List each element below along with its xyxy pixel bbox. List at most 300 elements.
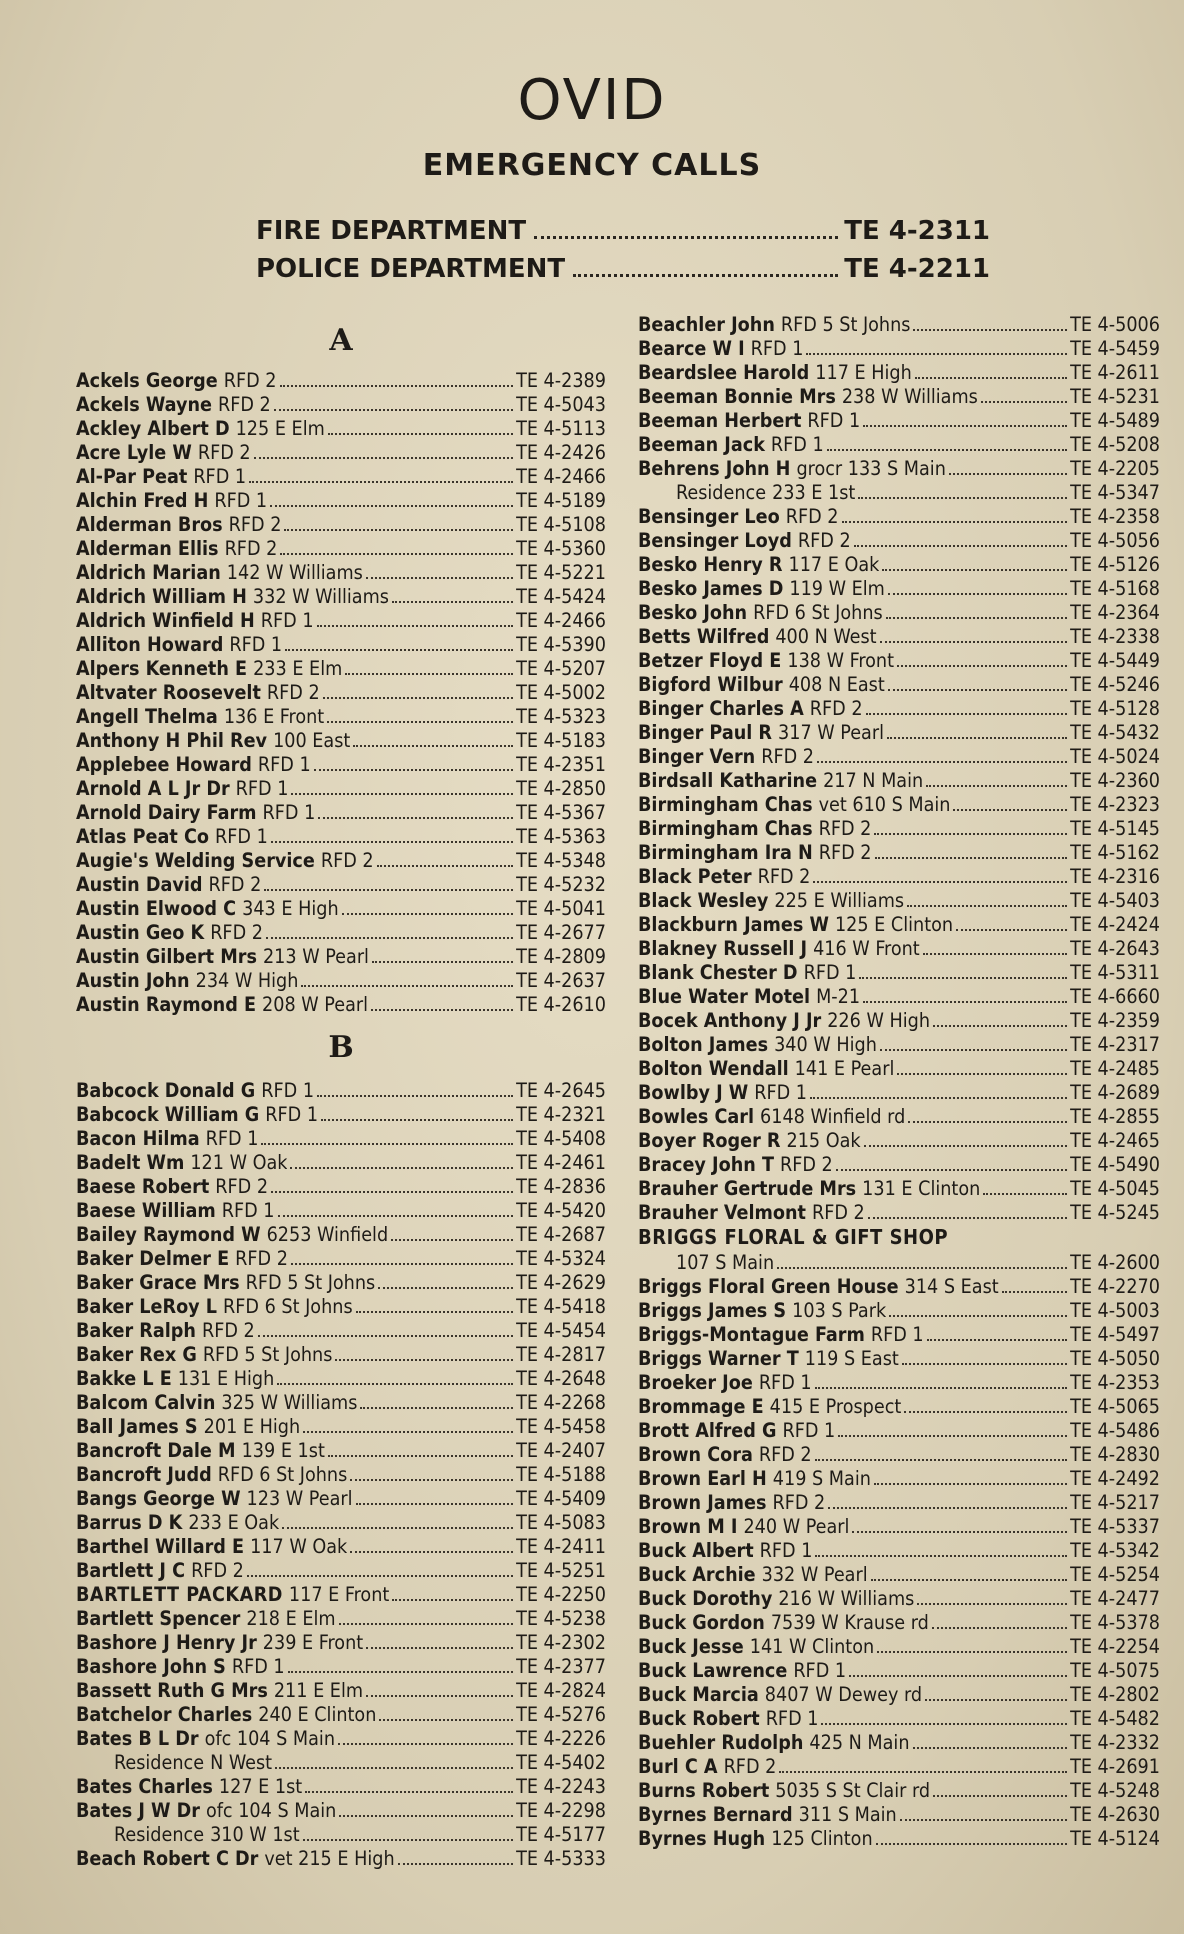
listing-entry <box>638 1539 1160 1563</box>
entry-address: 233 E 1st <box>772 481 856 504</box>
entry-address: 217 N Main <box>823 769 924 792</box>
entry-phone: TE 4-2377 <box>516 1655 606 1678</box>
entry-name: Bowles Carl <box>638 1105 755 1128</box>
listing-entry <box>76 1223 606 1247</box>
leader-dots <box>317 1095 513 1097</box>
entry-name: Beach Robert C Dr <box>76 1847 259 1870</box>
entry-phone: TE 4-2477 <box>1070 1587 1160 1610</box>
entry-phone: TE 4-5045 <box>1070 1177 1160 1200</box>
leader-dots <box>258 1335 513 1337</box>
entry-name: Austin Elwood C <box>76 897 237 920</box>
entry-name: Beeman Jack <box>638 433 765 456</box>
entry-address: ofc 104 S Main <box>204 1727 335 1750</box>
entry-phone: TE 4-5083 <box>516 1511 606 1534</box>
listing-entry <box>76 945 606 969</box>
entry-name: Brommage E <box>638 1395 764 1418</box>
leader-dots <box>871 1579 1067 1581</box>
entry-address: 142 W Williams <box>226 561 363 584</box>
entry-address: RFD 2 <box>779 1153 833 1176</box>
entry-name: Aldrich William H <box>76 585 247 608</box>
leader-dots <box>849 1675 1067 1677</box>
entry-phone: TE 4-5251 <box>516 1559 606 1582</box>
listing-entry <box>76 849 606 873</box>
entry-phone: TE 4-2830 <box>1070 1443 1160 1466</box>
left-column <box>76 325 606 1871</box>
listing-entry <box>76 1415 606 1439</box>
entry-name: Baker Delmer E <box>76 1247 230 1270</box>
listing-entry <box>76 873 606 897</box>
entry-phone: TE 4-5188 <box>516 1463 606 1486</box>
entry-name: Bartlett J C <box>76 1559 186 1582</box>
listing-entry <box>76 1295 606 1319</box>
leader-dots <box>915 377 1067 379</box>
entry-address: RFD 1 <box>221 1199 275 1222</box>
entry-name: Blakney Russell J <box>638 937 808 960</box>
leader-dots <box>897 1073 1067 1075</box>
listing-entry <box>76 729 606 753</box>
entry-address: 139 E 1st <box>241 1439 325 1462</box>
entry-name: Brown Cora <box>638 1443 753 1466</box>
entry-phone: TE 4-5490 <box>1070 1153 1160 1176</box>
listing-entry <box>76 1127 606 1151</box>
entry-phone: TE 4-2630 <box>1070 1803 1160 1826</box>
entry-phone: TE 4-2691 <box>1070 1755 1160 1778</box>
entry-address: 425 N Main <box>809 1731 910 1754</box>
leader-dots <box>866 713 1068 715</box>
entry-address: RFD 1 <box>205 1127 259 1150</box>
entry-name: Bashore J Henry Jr <box>76 1631 257 1654</box>
entry-phone: TE 4-5041 <box>516 897 606 920</box>
entry-name: Bracey John T <box>638 1153 774 1176</box>
entry-address: RFD 2 <box>266 681 320 704</box>
leader-dots <box>887 737 1067 739</box>
entry-address: 234 W High <box>195 969 299 992</box>
listing-entry <box>76 585 606 609</box>
entry-address: RFD 1 <box>754 1081 808 1104</box>
entry-address: 6253 Winfield <box>266 1223 389 1246</box>
entry-address: RFD 2 <box>217 393 271 416</box>
listing-entry <box>76 1583 606 1607</box>
leader-dots <box>888 593 1067 595</box>
entry-name: Barthel Willard E <box>76 1535 245 1558</box>
entry-name: Residence <box>676 481 767 504</box>
entry-address: RFD 1 <box>782 1419 836 1442</box>
entry-address: 226 W High <box>827 1009 931 1032</box>
entry-name: Baker Grace Mrs <box>76 1271 240 1294</box>
listing-entry <box>638 625 1160 649</box>
entry-name: Barrus D K <box>76 1511 183 1534</box>
entry-name: Besko James D <box>638 577 784 600</box>
leader-dots <box>886 617 1067 619</box>
listing-entry <box>638 1443 1160 1467</box>
entry-phone: TE 4-5459 <box>1070 337 1160 360</box>
entry-phone: TE 4-2364 <box>1070 601 1160 624</box>
entry-name: Blackburn James W <box>638 913 829 936</box>
leader-dots <box>379 1719 513 1721</box>
entry-name: Atlas Peat Co <box>76 825 210 848</box>
entry-address: 131 E High <box>177 1367 275 1390</box>
leader-dots <box>864 1145 1067 1147</box>
entry-address: RFD 5 St Johns <box>202 1343 333 1366</box>
entry-name: Alpers Kenneth E <box>76 657 248 680</box>
entry-name: Bancroft Dale M <box>76 1439 236 1462</box>
entry-name: Besko John <box>638 601 748 624</box>
emergency-heading: EMERGENCY CALLS <box>422 148 762 183</box>
entry-name: Bartlett Spencer <box>76 1607 241 1630</box>
leader-dots <box>897 665 1067 667</box>
leader-dots <box>328 433 513 435</box>
entry-phone: TE 4-5006 <box>1070 313 1160 336</box>
listing-entry <box>638 481 1160 505</box>
entry-address: RFD 2 <box>811 1201 865 1224</box>
entry-name: Altvater Roosevelt <box>76 681 261 704</box>
listing-entry <box>638 337 1160 361</box>
entry-name: Beachler John <box>638 313 775 336</box>
leader-dots <box>392 1599 513 1601</box>
entry-address: RFD 1 <box>257 753 311 776</box>
entry-address: 125 Clinton <box>771 1827 873 1850</box>
leader-dots <box>904 1411 1067 1413</box>
entry-address: RFD 1 <box>231 1655 285 1678</box>
leader-dots <box>247 1575 513 1577</box>
listing-entry <box>638 1491 1160 1515</box>
leader-dots <box>815 1555 1067 1557</box>
entry-address: RFD 2 <box>223 369 277 392</box>
entry-name: Birmingham Chas <box>638 793 813 816</box>
leader-dots <box>328 1455 513 1457</box>
entry-name: Bearce W I <box>638 337 745 360</box>
entry-name: Black Peter <box>638 865 752 888</box>
entry-address: RFD 1 <box>265 1103 319 1126</box>
leader-dots <box>371 1009 513 1011</box>
leader-dots <box>534 236 838 239</box>
entry-phone: TE 4-2855 <box>1070 1105 1160 1128</box>
entry-name: Brown M I <box>638 1515 738 1538</box>
leader-dots <box>806 353 1067 355</box>
leader-dots <box>836 1169 1067 1171</box>
listing-entry <box>638 1803 1160 1827</box>
entry-phone: TE 4-2268 <box>516 1391 606 1414</box>
listing-entry <box>638 1201 1160 1225</box>
leader-dots <box>339 1623 514 1625</box>
entry-phone: TE 4-5245 <box>1070 1201 1160 1224</box>
entry-name: Broeker Joe <box>638 1371 753 1394</box>
entry-name: Bensinger Leo <box>638 505 780 528</box>
entry-name: Boyer Roger R <box>638 1129 781 1152</box>
entry-address: RFD 2 <box>785 505 839 528</box>
listing-entry <box>638 793 1160 817</box>
leader-dots <box>877 1651 1067 1653</box>
entry-name: Buck Jesse <box>638 1635 744 1658</box>
entry-name: Buck Robert <box>638 1707 760 1730</box>
entry-name: Austin John <box>76 969 190 992</box>
leader-dots <box>264 889 513 891</box>
leader-dots <box>983 1193 1067 1195</box>
entry-name: Batchelor Charles <box>76 1703 253 1726</box>
entry-address: RFD 1 <box>215 825 268 848</box>
entry-phone: TE 4-6660 <box>1070 985 1160 1008</box>
leader-dots <box>285 649 513 651</box>
entry-address: 240 E Clinton <box>258 1703 377 1726</box>
entry-name: Binger Charles A <box>638 697 804 720</box>
entry-name: Black Wesley <box>638 889 769 912</box>
entry-name: Beeman Herbert <box>638 409 802 432</box>
entry-phone: TE 4-5482 <box>1070 1707 1160 1730</box>
listing-entry <box>76 1151 606 1175</box>
listing-entry <box>76 969 606 993</box>
entry-address: 310 W 1st <box>210 1823 300 1846</box>
entry-phone: TE 4-5183 <box>516 729 606 752</box>
entry-phone: TE 4-5347 <box>1070 481 1160 504</box>
entry-name: Babcock Donald G <box>76 1079 256 1102</box>
entry-address: RFD 2 <box>772 1491 826 1514</box>
leader-dots <box>249 481 513 483</box>
listing-entry <box>638 841 1160 865</box>
leader-dots <box>852 1531 1067 1533</box>
entry-address: N West <box>210 1751 273 1774</box>
entry-phone: TE 4-2316 <box>1070 865 1160 888</box>
leader-dots <box>932 1627 1067 1629</box>
entry-address: 332 W Pearl <box>761 1563 868 1586</box>
entry-address: 141 E Pearl <box>794 1057 895 1080</box>
entry-phone: TE 4-5238 <box>516 1607 606 1630</box>
entry-address: 5035 S St Clair rd <box>775 1779 931 1802</box>
listing-entry <box>638 1105 1160 1129</box>
entry-address: 117 W Oak <box>250 1535 348 1558</box>
entry-name: Austin David <box>76 873 203 896</box>
entry-address: 419 S Main <box>772 1467 871 1490</box>
leader-dots <box>827 449 1067 451</box>
entry-phone: TE 4-5075 <box>1070 1659 1160 1682</box>
entry-name: BARTLETT PACKARD <box>76 1583 283 1606</box>
leader-dots <box>923 953 1067 955</box>
entry-address: RFD 2 <box>809 697 863 720</box>
leader-dots <box>378 1287 513 1289</box>
leader-dots <box>284 529 513 531</box>
entry-name: Ackels Wayne <box>76 393 212 416</box>
entry-phone: TE 4-5043 <box>516 393 606 416</box>
entry-address: 117 E High <box>815 361 912 384</box>
entry-phone: TE 4-2677 <box>516 921 606 944</box>
entry-address: RFD 1 <box>765 1707 819 1730</box>
entry-phone: TE 4-5113 <box>516 417 606 440</box>
listing-entry <box>76 489 606 513</box>
entry-name: Bakke L E <box>76 1367 172 1390</box>
entry-address: RFD 6 St Johns <box>217 1463 348 1486</box>
entry-name: Baese Robert <box>76 1175 210 1198</box>
entry-name: Austin Geo K <box>76 921 205 944</box>
listing-entry <box>638 385 1160 409</box>
listing-entry <box>638 817 1160 841</box>
leader-dots <box>301 985 513 987</box>
listing-entry <box>638 1225 1160 1251</box>
leader-dots <box>981 401 1067 403</box>
leader-dots <box>350 1479 513 1481</box>
leader-dots <box>277 1383 513 1385</box>
entry-name: Briggs James S <box>638 1299 787 1322</box>
entry-address: 233 E Oak <box>188 1511 280 1534</box>
leader-dots <box>925 1699 1067 1701</box>
listing-entry <box>76 1559 606 1583</box>
listing-entry <box>76 633 606 657</box>
entry-address: RFD 1 <box>261 1079 315 1102</box>
entry-name: Buck Marcia <box>638 1683 759 1706</box>
listing-entry <box>638 1707 1160 1731</box>
listing-entry <box>76 1535 606 1559</box>
entry-phone: TE 4-5333 <box>516 1847 606 1870</box>
listing-entry <box>76 465 606 489</box>
listing-entry <box>638 1033 1160 1057</box>
entry-address: RFD 2 <box>228 513 282 536</box>
entry-name: Bowlby J W <box>638 1081 749 1104</box>
listing-entry <box>638 889 1160 913</box>
listing-entry <box>638 1009 1160 1033</box>
entry-address: 408 N East <box>788 673 885 696</box>
entry-address: 311 S Main <box>798 1803 897 1826</box>
entry-phone: TE 4-5162 <box>1070 841 1160 864</box>
entry-address: 8407 W Dewey rd <box>764 1683 923 1706</box>
entry-address: RFD 2 <box>197 441 251 464</box>
leader-dots <box>360 1407 513 1409</box>
entry-name: Acre Lyle W <box>76 441 192 464</box>
leader-dots <box>880 641 1067 643</box>
entry-phone: TE 4-5276 <box>516 1703 606 1726</box>
entry-address: RFD 2 <box>201 1319 255 1342</box>
entry-phone: TE 4-5323 <box>516 705 606 728</box>
entry-phone: TE 4-5002 <box>516 681 606 704</box>
entry-name: Byrnes Hugh <box>638 1827 766 1850</box>
entry-address: vet 215 E High <box>264 1847 395 1870</box>
listing-entry <box>76 1679 606 1703</box>
section-letter-a: A <box>329 323 353 358</box>
listing-entry <box>638 313 1160 337</box>
leader-dots <box>828 1507 1067 1509</box>
entry-phone: TE 4-2338 <box>1070 625 1160 648</box>
leader-dots <box>290 1167 513 1169</box>
leader-dots <box>291 793 513 795</box>
entry-address: 136 E Front <box>223 705 325 728</box>
entry-address: RFD 1 <box>193 465 247 488</box>
entry-address: 216 W Williams <box>778 1587 915 1610</box>
entry-phone: TE 4-5390 <box>516 633 606 656</box>
entry-name: Briggs Floral Green House <box>638 1275 899 1298</box>
entry-name: Aldrich Winfield H <box>76 609 255 632</box>
listing-entry <box>638 985 1160 1009</box>
listing-entry <box>76 1463 606 1487</box>
entry-name: Bates B L Dr <box>76 1727 199 1750</box>
leader-dots <box>342 913 513 915</box>
leader-dots <box>573 274 838 277</box>
listing-entry <box>638 1251 1160 1275</box>
listing-entry <box>638 1419 1160 1443</box>
leader-dots <box>927 1339 1067 1341</box>
listing-entry <box>76 369 606 393</box>
entry-address: RFD 2 <box>818 817 872 840</box>
entry-phone: TE 4-5177 <box>516 1823 606 1846</box>
leader-dots <box>917 1603 1067 1605</box>
entry-name: Ball James S <box>76 1415 198 1438</box>
police-department-line <box>256 254 990 284</box>
leader-dots <box>314 769 513 771</box>
entry-phone: TE 4-5248 <box>1070 1779 1160 1802</box>
leader-dots <box>339 1815 513 1817</box>
entry-phone: TE 4-5449 <box>1070 649 1160 672</box>
listing-entry <box>638 721 1160 745</box>
entry-name: Alderman Bros <box>76 513 223 536</box>
entry-name: Burl C A <box>638 1755 718 1778</box>
leader-dots <box>908 1121 1067 1123</box>
entry-address: 123 W Pearl <box>246 1487 353 1510</box>
leader-dots <box>933 1795 1067 1797</box>
entry-phone: TE 4-2465 <box>1070 1129 1160 1152</box>
entry-phone: TE 4-2426 <box>516 441 606 464</box>
entry-address: RFD 1 <box>807 409 861 432</box>
listing-entry <box>638 1827 1160 1851</box>
entry-phone: TE 4-2637 <box>516 969 606 992</box>
entry-name: Byrnes Bernard <box>638 1803 793 1826</box>
leader-dots <box>863 1001 1067 1003</box>
entry-phone: TE 4-2321 <box>516 1103 606 1126</box>
entry-name: Alderman Ellis <box>76 537 219 560</box>
leader-dots <box>889 1315 1067 1317</box>
entry-phone: TE 4-2824 <box>516 1679 606 1702</box>
listing-entry <box>76 1391 606 1415</box>
listing-entry <box>638 1611 1160 1635</box>
entry-phone: TE 4-5108 <box>516 513 606 536</box>
listing-entry <box>638 1129 1160 1153</box>
entry-address: 127 E 1st <box>218 1775 303 1798</box>
leader-dots <box>317 625 514 627</box>
listing-entry <box>76 1343 606 1367</box>
entry-phone: TE 4-2466 <box>516 609 606 632</box>
leader-dots <box>391 1239 513 1241</box>
entry-name: Bocek Anthony J Jr <box>638 1009 822 1032</box>
entry-address: RFD 2 <box>723 1755 777 1778</box>
entry-phone: TE 4-2332 <box>1070 1731 1160 1754</box>
leader-dots <box>810 1097 1067 1099</box>
listing-entry <box>76 1319 606 1343</box>
listing-entry <box>76 897 606 921</box>
entry-address: ofc 104 S Main <box>205 1799 337 1822</box>
entry-address: RFD 1 <box>229 633 283 656</box>
entry-name: Bailey Raymond W <box>76 1223 261 1246</box>
entry-address: RFD 1 <box>759 1539 813 1562</box>
entry-name: Birmingham Chas <box>638 817 813 840</box>
entry-name: Blank Chester D <box>638 961 798 984</box>
leader-dots <box>305 1791 513 1793</box>
entry-address: 225 E Williams <box>774 889 905 912</box>
entry-name: Buck Archie <box>638 1563 756 1586</box>
section-letter-b: B <box>328 1030 354 1065</box>
leader-dots <box>838 1435 1067 1437</box>
entry-address: 332 W Williams <box>252 585 389 608</box>
entry-phone: TE 4-2358 <box>1070 505 1160 528</box>
leader-dots <box>842 521 1068 523</box>
entry-phone: TE 4-5342 <box>1070 1539 1160 1562</box>
entry-address: RFD 2 <box>208 873 262 896</box>
listing-entry <box>76 705 606 729</box>
entry-name: Residence <box>114 1823 205 1846</box>
entry-name: Bassett Ruth G Mrs <box>76 1679 268 1702</box>
entry-phone: TE 4-2836 <box>516 1175 606 1198</box>
entry-name: Beardslee Harold <box>638 361 810 384</box>
listing-entry <box>76 681 606 705</box>
entry-name: BRIGGS FLORAL & GIFT SHOP <box>638 1225 949 1249</box>
entry-phone: TE 4-2360 <box>1070 769 1160 792</box>
entry-address: 211 E Elm <box>273 1679 364 1702</box>
leader-dots <box>875 857 1068 859</box>
leader-dots <box>366 1695 513 1697</box>
